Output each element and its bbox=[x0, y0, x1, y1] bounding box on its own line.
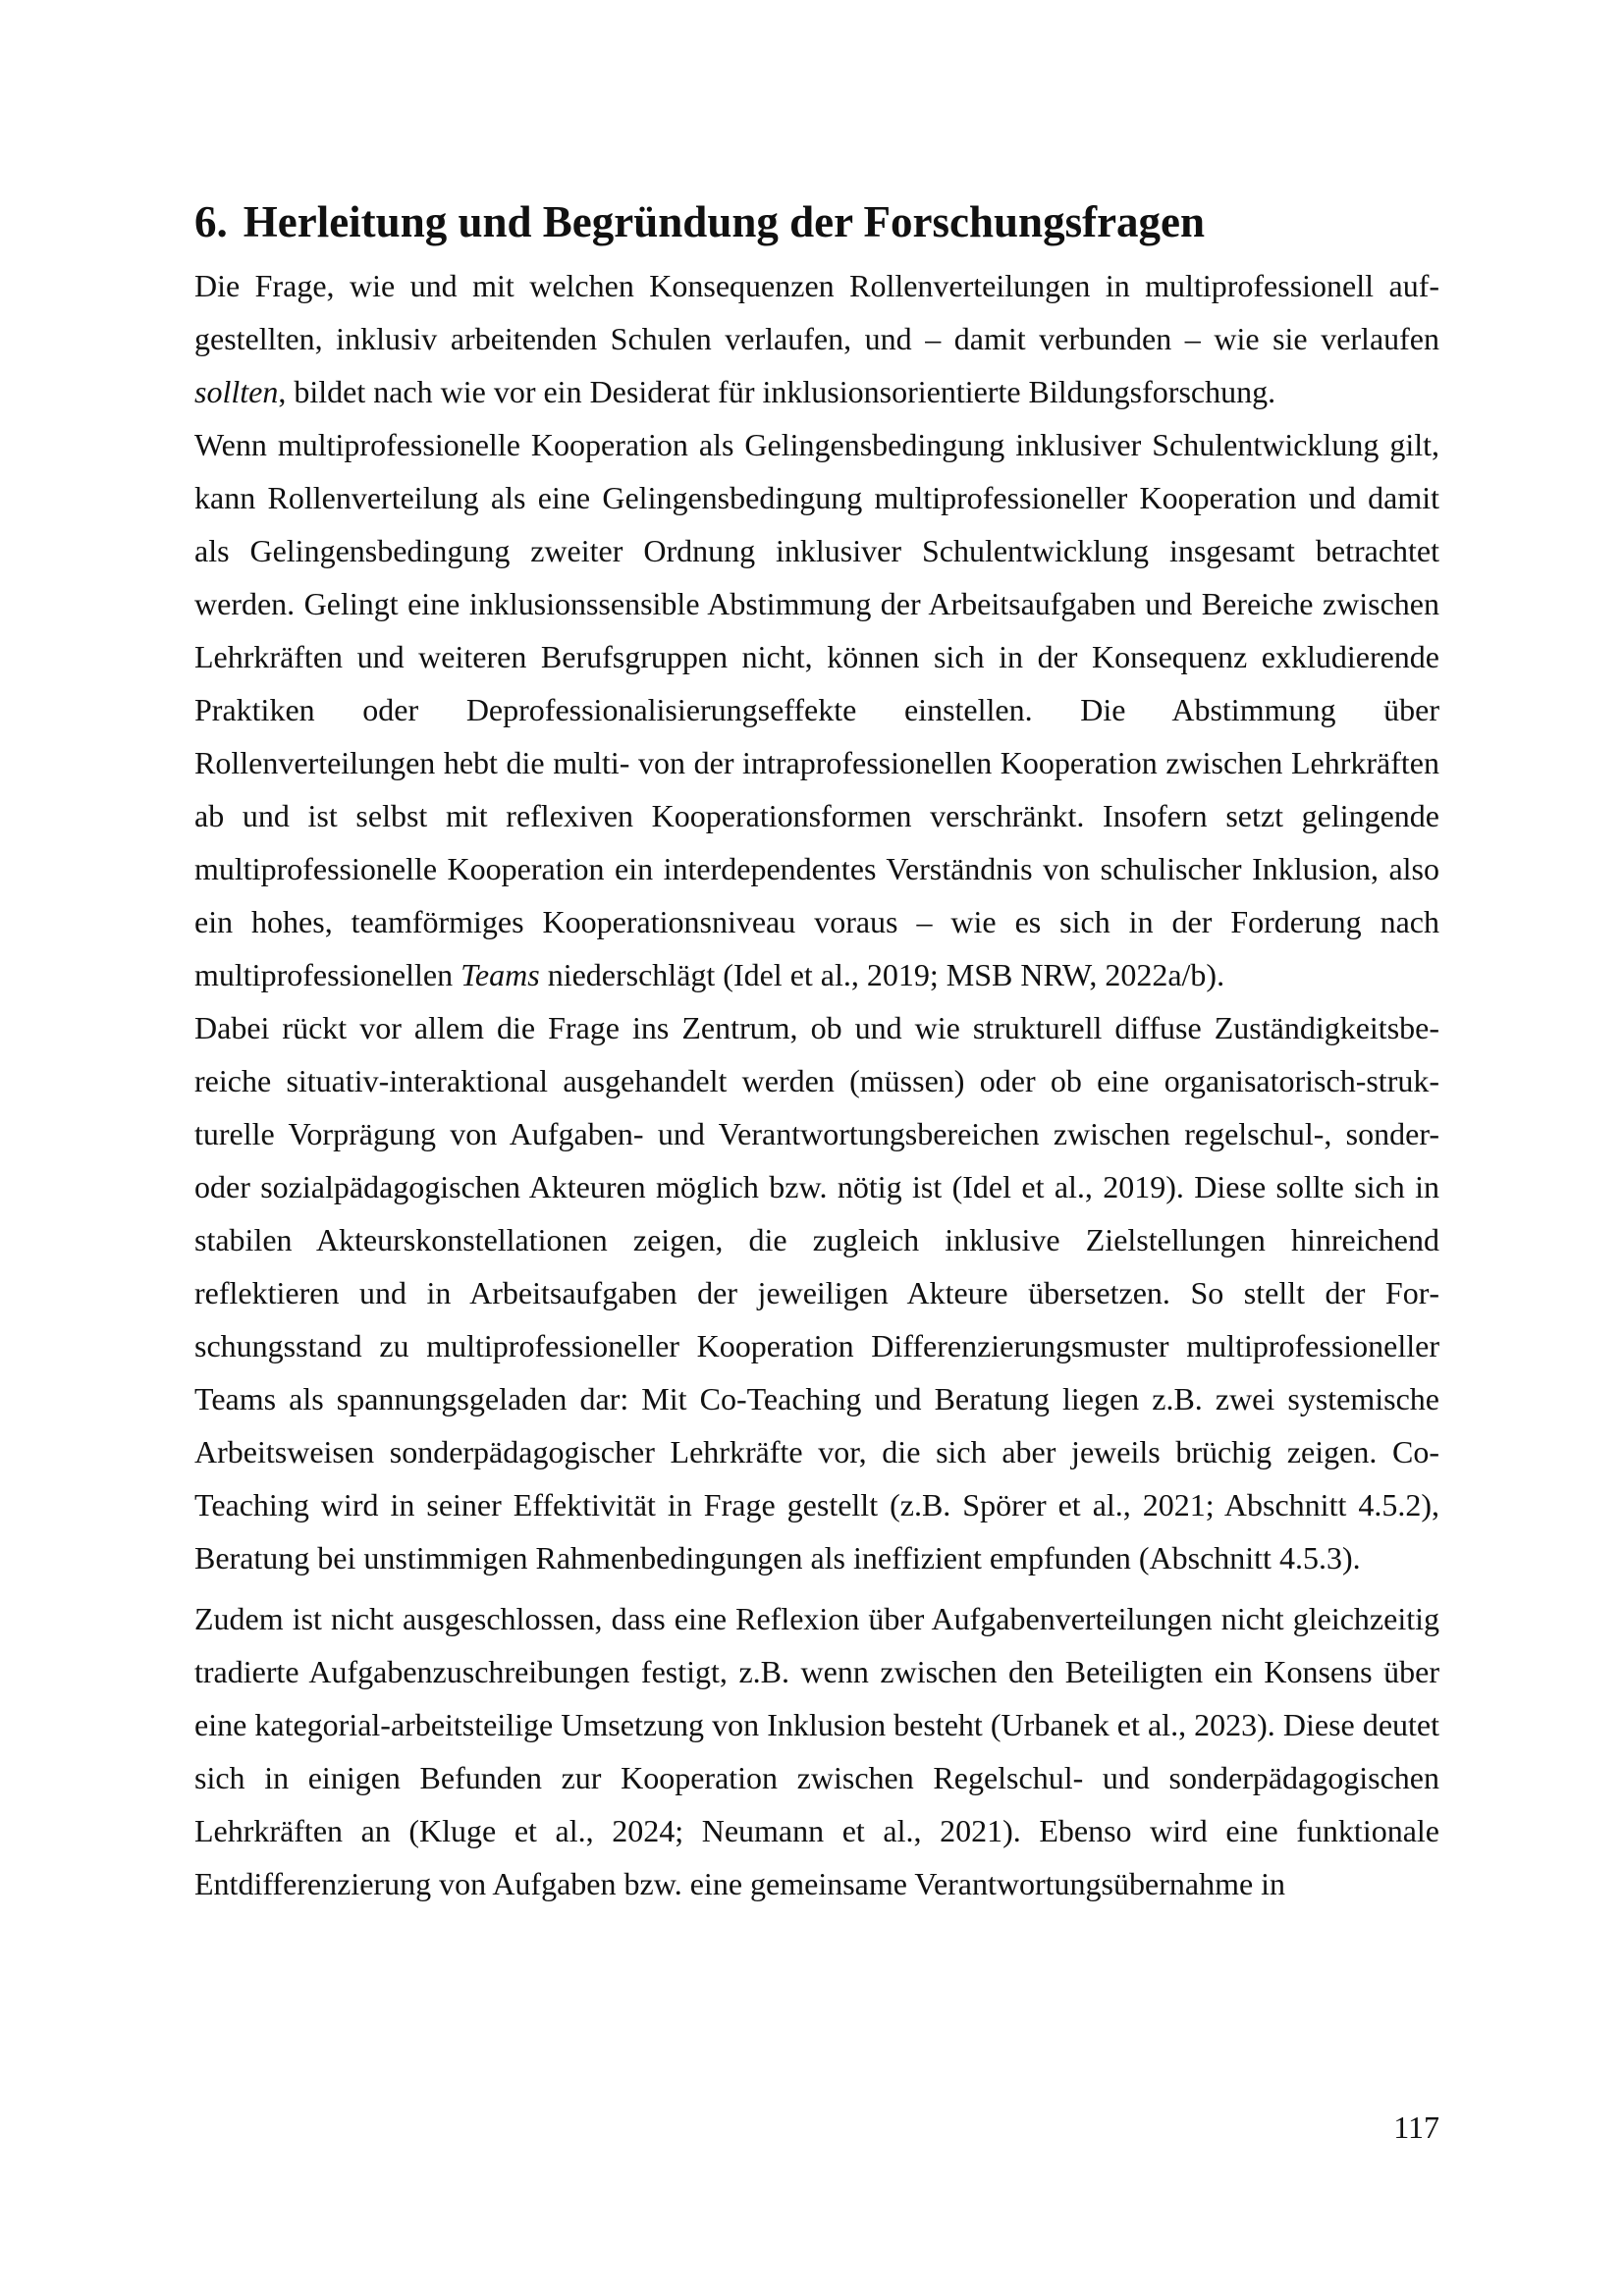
chapter-title: Herleitung und Begründung der Forschungsfragen bbox=[243, 197, 1206, 246]
paragraph-1 bbox=[194, 259, 1439, 418]
paragraph-2-text-end: niederschlägt (Idel et al., 2019; MSB NRW, 2022a/b). bbox=[539, 957, 1225, 992]
body-text bbox=[194, 259, 1439, 1910]
page-number: 117 bbox=[1393, 2109, 1439, 2145]
paragraph-4: Zudem ist nicht ausgeschlossen, dass eine Reflexion über Aufgabenverteilungen nicht gleichzeitig tradierte Aufgabenzuschreibungen festigt, z.B. wenn zwischen den Beteiligten ein Konsens über eine kategorial-arbeitsteilige Umsetzung von Inklusion besteht (Urbanek et al., 2023). Diese deutet sich in einigen Befunden zur Kooperation zwischen Regelschul- und sonderpädagogischen Lehrkräften an (Kluge et al., 2024; Neumann et al., 2021). Ebenso wird eine funktionale Entdifferenzierung von Aufgaben bzw. eine gemeinsame Verantwortungsübernahme in bbox=[194, 1601, 1439, 1901]
paragraph-3: Dabei rückt vor allem die Frage ins Zentrum, ob und wie strukturell diffuse Zuständigkeitsbereiche situativ-interaktional ausgehandelt werden (müssen) oder ob eine organisatorisch-strukturelle Vorprägung von Aufgaben- und Verantwortungsbereichen zwischen regelschul-, sonder- oder sozialpädagogischen Akteuren möglich bzw. nötig ist (Idel et al., 2019). Diese sollte sich in stabilen Akteurskonstellationen zeigen, die zugleich inklusive Zielstellungen hinreichend reflektieren und in Arbeitsaufgaben der jeweiligen Akteure übersetzen. So stellt der Forschungsstand zu multiprofessioneller Kooperation Differenzierungsmuster multiprofessioneller Teams als spannungsgeladen dar: Mit Co-Teaching und Beratung liegen z.B. zwei systemische Arbeitsweisen sonderpädagogischer Lehrkräfte vor, die sich aber jeweils brüchig zeigen. Co-Teaching wird in seiner Effektivität in Frage gestellt (z.B. Spörer et al., 2021; Abschnitt 4.5.2), Beratung bei unstimmigen Rahmenbedingungen als ineffizient empfunden (Abschnitt 4.5.3). bbox=[194, 1010, 1439, 1575]
paragraph-2-text-start: Wenn multiprofessionelle Kooperation als Gelingensbedingung inklusiver Schulentwicklung gilt, kann Rollenverteilung als eine Gelingensbedingung multiprofessioneller Kooperation und damit als Gelingensbedingung zweiter Ordnung inklusiver Schulentwicklung insgesamt betrachtet werden. Gelingt eine inklusionssensible Abstimmung der Arbeitsaufgaben und Bereiche zwischen Lehrkräften und weiteren Berufsgruppen nicht, können sich in der Konsequenz exkludierende Praktiken oder Deprofessionalisierungseffekte einstellen. Die Abstimmung über Rollenverteilungen hebt die multi- von der intraprofessionellen Kooperation zwischen Lehrkräften ab und ist selbst mit reflexiven Kooperationsformen verschränkt. Insofern setzt gelingende multiprofessionelle Kooperation ein interdependentes Verständnis von schulischer Inklusion, also ein hohes, teamförmiges Kooperationsniveau voraus – wie es sich in der Forderung nach multiprofessionellen bbox=[194, 427, 1439, 992]
paragraph-1-emphasis: sollten bbox=[194, 374, 279, 409]
document-page bbox=[194, 0, 1439, 2296]
chapter-number: 6. bbox=[194, 197, 228, 246]
paragraph-2 bbox=[194, 418, 1439, 1001]
paragraph-1-text-start: Die Frage, wie und mit welchen Konsequenzen Rollenverteilungen in multiprofessionell aufgestellten, inklusiv arbeitenden Schulen verlaufen, und – damit verbunden – wie sie verlaufen bbox=[194, 268, 1439, 356]
chapter-heading bbox=[194, 192, 1205, 251]
paragraph-1-text-end: , bildet nach wie vor ein Desiderat für inklusionsorientierte Bildungsforschung. bbox=[278, 374, 1276, 409]
paragraph-2-emphasis: Teams bbox=[460, 957, 540, 992]
